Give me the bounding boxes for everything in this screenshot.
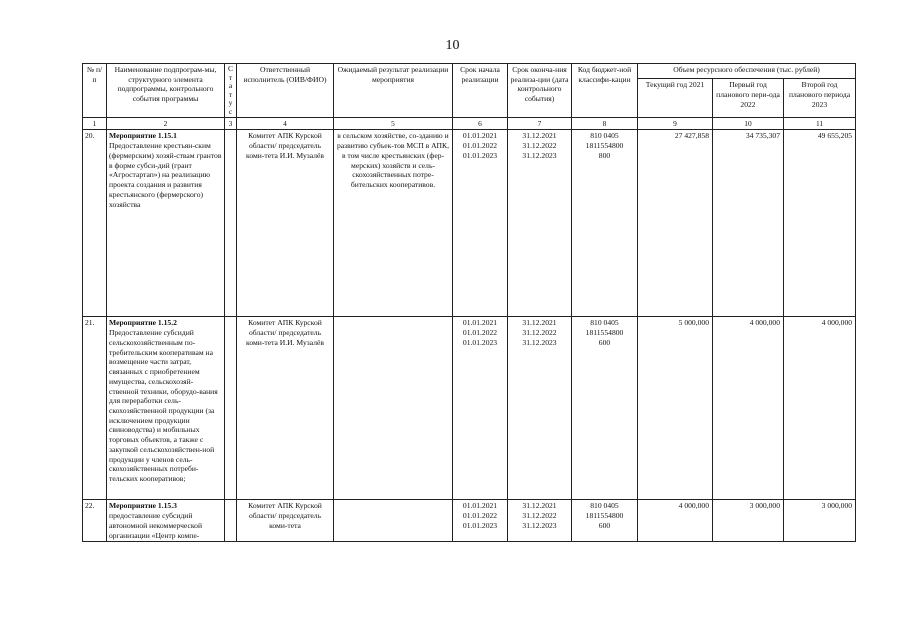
- budget-code-line: 1811554800: [585, 511, 624, 521]
- column-number: 5: [334, 118, 453, 130]
- header-row: [83, 64, 856, 79]
- start-date: 01.01.2021: [462, 131, 498, 141]
- budget-code-line: 1811554800: [585, 328, 624, 338]
- amount-2022: 4 000,000: [713, 317, 784, 500]
- column-number: 4: [237, 118, 334, 130]
- end-dates-cell: [508, 500, 572, 542]
- start-date: 01.01.2022: [462, 141, 498, 151]
- measure-description: Предоставление субсидий сельскохозяйственным по-требительским кооперативам на возмещение части затрат, связанных с приобретением имущества, сельскохозяй-ственной техники, оборудо-вания для переработки сель-скохозяйственной продукции (за исключением продукции свиноводства) и мобильных торговых объектов, а также с закупкой сельскохозяйствен-ной продукции у членов сель-скохозяйственных потреби-тельских кооперативов;: [109, 328, 218, 483]
- amount-2021: 5 000,000: [638, 317, 713, 500]
- end-date: 31.12.2021: [522, 318, 557, 328]
- result-cell: в сельском хозяйстве, со-зданию и развитию субъек-тов МСП в АПК, в том числе крестьянских (фер-мерских) хозяйств и сель-скохозяйственных потре-бительских кооперативов.: [334, 130, 453, 317]
- budget-code-line: 810 0405: [590, 501, 619, 511]
- measure-title: Мероприятие 1.15.1: [109, 131, 177, 141]
- amount-2022: 34 735,307: [713, 130, 784, 317]
- page-number: 10: [445, 38, 460, 53]
- amount-2021: 27 427,858: [638, 130, 713, 317]
- header-result: Ожидаемый результат реализации мероприятия: [334, 64, 453, 118]
- start-date: 01.01.2023: [462, 150, 498, 160]
- start-date: 01.01.2021: [462, 501, 498, 511]
- end-date: 31.12.2023: [522, 337, 557, 347]
- result-cell: [334, 317, 453, 500]
- header-year-first: Первый год планового пери-ода 2022: [713, 79, 784, 118]
- header-code: Код бюджет-ной классифи-кации: [572, 64, 638, 118]
- end-date: 31.12.2022: [522, 511, 557, 521]
- measure-title: Мероприятие 1.15.3: [109, 501, 177, 511]
- measure-cell: [107, 317, 225, 500]
- budget-code-line: 1811554800: [585, 141, 624, 151]
- table-row: [83, 500, 856, 542]
- start-dates-cell: [453, 317, 508, 500]
- start-date: 01.01.2023: [462, 520, 498, 530]
- measure-description: Предоставление крестьян-ским (фермерским) хозяй-ствам грантов в форме субси-дий (грант «Агростартап») на реализацию проекта создания и развития крестьянского (фермерского) хозяйства: [109, 141, 222, 209]
- end-date: 31.12.2021: [522, 131, 557, 141]
- header-executor: Ответственный исполнитель (ОИВ/ФИО): [237, 64, 334, 118]
- executor-cell: Комитет АПК Курской области/ председатель коми-тета И.И. Музалёв: [237, 317, 334, 500]
- executor-cell: Комитет АПК Курской области/ председатель коми-тета И.И. Музалёв: [237, 130, 334, 317]
- column-number: 9: [638, 118, 713, 130]
- budget-code-line: 810 0405: [590, 131, 619, 141]
- start-dates-cell: [453, 500, 508, 542]
- end-date: 31.12.2023: [522, 520, 557, 530]
- amount-2023: 3 000,000: [784, 500, 856, 542]
- table-row: [83, 317, 856, 500]
- status-cell: [225, 500, 237, 542]
- measure-cell: [107, 500, 225, 542]
- budget-code-line: 810 0405: [590, 318, 619, 328]
- column-number: 10: [713, 118, 784, 130]
- column-number-row: [83, 118, 856, 130]
- amount-2022: 3 000,000: [713, 500, 784, 542]
- start-dates-cell: [453, 130, 508, 317]
- column-number: 3: [225, 118, 237, 130]
- end-date: 31.12.2023: [522, 150, 557, 160]
- table-row: [83, 130, 856, 317]
- start-date: 01.01.2023: [462, 337, 498, 347]
- budget-code-cell: [572, 130, 638, 317]
- result-cell: [334, 500, 453, 542]
- start-date: 01.01.2021: [462, 318, 498, 328]
- header-num: № п/п: [83, 64, 107, 118]
- header-name: Наименование подпрограм-мы, структурного элемента подпрограммы, контрольного события программы: [107, 64, 225, 118]
- header-year-current: Текущий год 2021: [638, 79, 713, 118]
- status-cell: [225, 130, 237, 317]
- column-number: 8: [572, 118, 638, 130]
- amount-2023: 49 655,205: [784, 130, 856, 317]
- end-date: 31.12.2022: [522, 141, 557, 151]
- column-number: 1: [83, 118, 107, 130]
- header-resources: Объем ресурсного обеспечения (тыс. рублей): [638, 64, 856, 79]
- end-dates-cell: [508, 317, 572, 500]
- end-date: 31.12.2022: [522, 328, 557, 338]
- amount-2021: 4 000,000: [638, 500, 713, 542]
- executor-cell: Комитет АПК Курской области/ председатель коми-тета: [237, 500, 334, 542]
- header-year-second: Второй год планового периода 2023: [784, 79, 856, 118]
- column-number: 2: [107, 118, 225, 130]
- row-number: 20.: [83, 130, 107, 317]
- status-cell: [225, 317, 237, 500]
- budget-code-cell: [572, 317, 638, 500]
- end-dates-cell: [508, 130, 572, 317]
- budget-code-line: 600: [598, 520, 611, 530]
- amount-2023: 4 000,000: [784, 317, 856, 500]
- end-date: 31.12.2021: [522, 501, 557, 511]
- start-date: 01.01.2022: [462, 511, 498, 521]
- measure-title: Мероприятие 1.15.2: [109, 318, 177, 328]
- header-status: С т а т у с: [225, 64, 237, 118]
- measure-description: предоставление субсидий автономной некоммерческой организации «Центр компе-: [109, 511, 203, 540]
- measure-cell: [107, 130, 225, 317]
- header-start: Срок начала реализации: [453, 64, 508, 118]
- column-number: 7: [508, 118, 572, 130]
- budget-code-cell: [572, 500, 638, 542]
- header-end: Срок оконча-ния реализа-ции (дата контрольного события): [508, 64, 572, 118]
- budget-code-line: 600: [598, 337, 611, 347]
- program-table: [82, 63, 856, 542]
- column-number: 11: [784, 118, 856, 130]
- start-date: 01.01.2022: [462, 328, 498, 338]
- budget-code-line: 800: [598, 150, 611, 160]
- column-number: 6: [453, 118, 508, 130]
- row-number: 22.: [83, 500, 107, 542]
- row-number: 21.: [83, 317, 107, 500]
